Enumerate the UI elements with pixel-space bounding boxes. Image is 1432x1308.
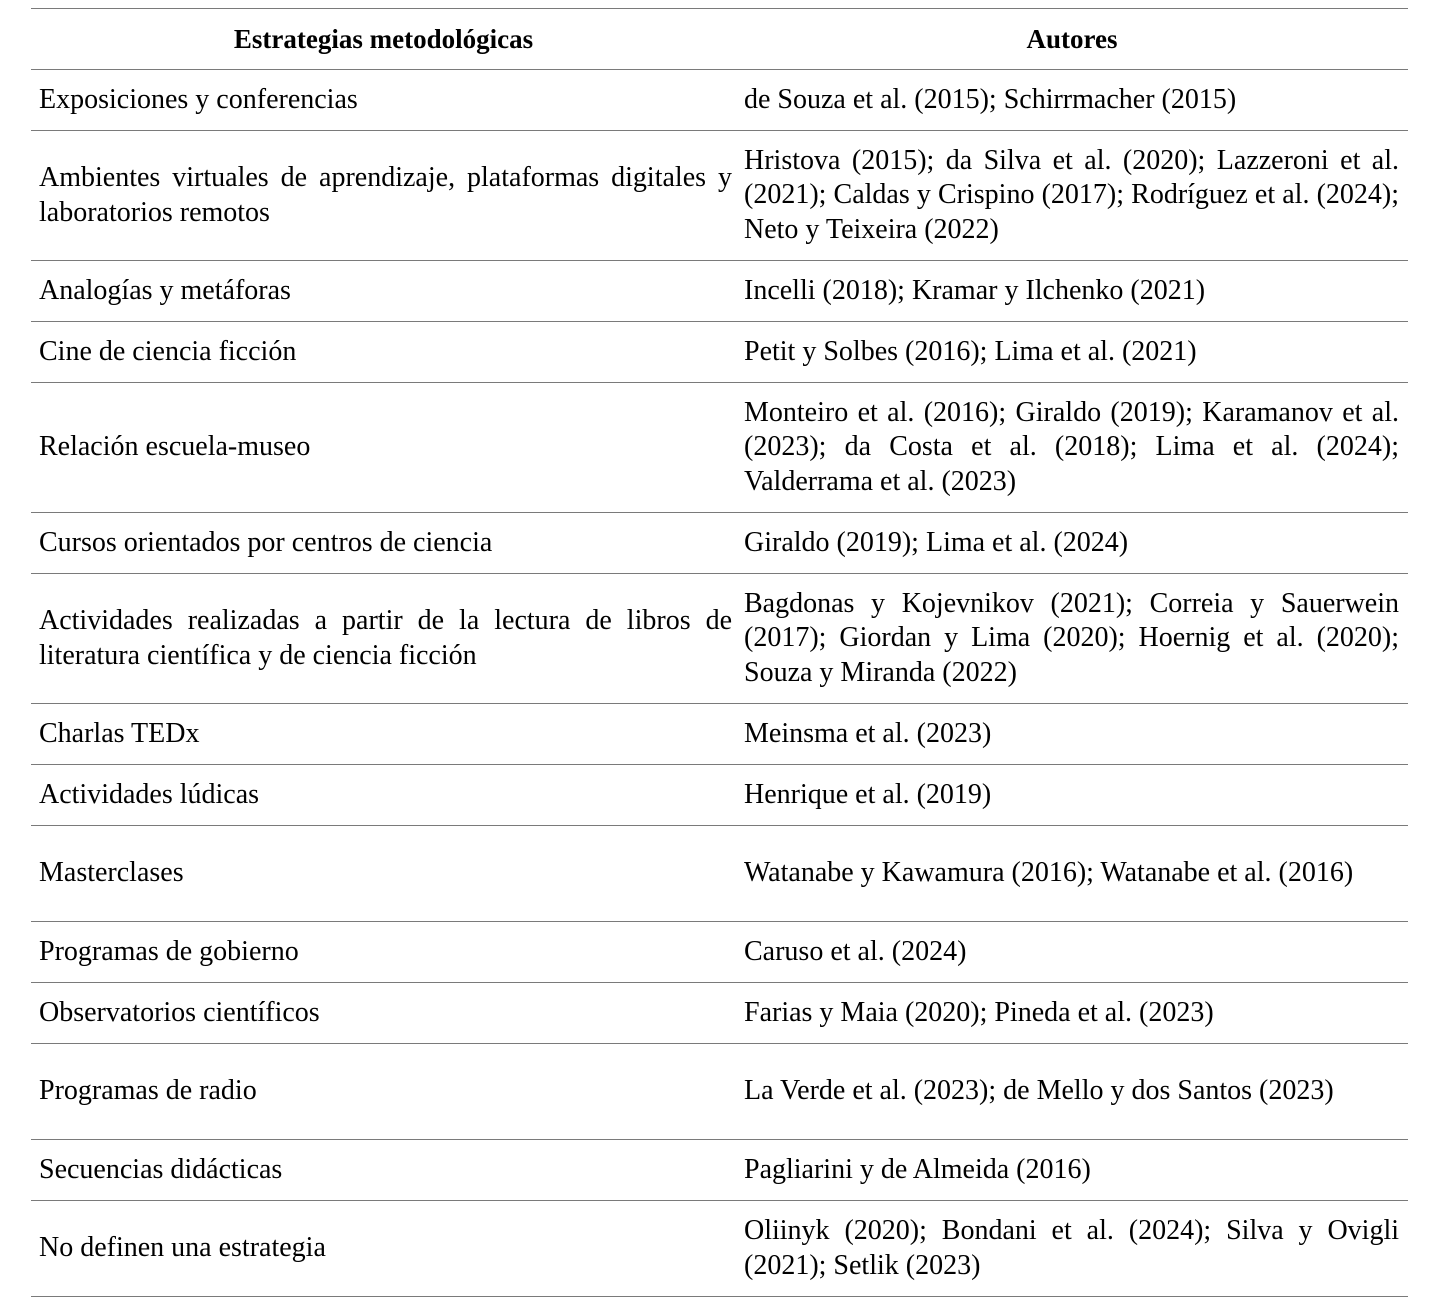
strategy-cell: Ambientes virtuales de aprendizaje, plataformas digitales y laboratorios remotos [31, 131, 736, 261]
authors-cell: Caruso et al. (2024) [736, 922, 1408, 983]
table-row [31, 826, 1408, 922]
table-row [31, 131, 1408, 261]
authors-cell: Oliinyk (2020); Bondani et al. (2024); Silva y Ovigli (2021); Setlik (2023) [736, 1201, 1408, 1297]
authors-cell: Giraldo (2019); Lima et al. (2024) [736, 513, 1408, 574]
strategy-cell: Relación escuela-museo [31, 383, 736, 513]
table-row [31, 70, 1408, 131]
authors-cell: Hristova (2015); da Silva et al. (2020); Lazzeroni et al. (2021); Caldas y Crispino (2017); Rodríguez et al. (2024); Neto y Teixeira (2022) [736, 131, 1408, 261]
table-row [31, 322, 1408, 383]
strategy-cell: Masterclases [31, 826, 736, 922]
table-row [31, 704, 1408, 765]
authors-cell: Henrique et al. (2019) [736, 765, 1408, 826]
authors-cell: Farias y Maia (2020); Pineda et al. (2023) [736, 983, 1408, 1044]
strategy-cell: Programas de radio [31, 1044, 736, 1140]
header-authors: Autores [736, 9, 1408, 70]
strategy-cell: Observatorios científicos [31, 983, 736, 1044]
table-header-row [31, 9, 1408, 70]
table-row [31, 765, 1408, 826]
table-row [31, 1201, 1408, 1297]
table-row [31, 574, 1408, 704]
strategy-cell: Exposiciones y conferencias [31, 70, 736, 131]
authors-cell: Incelli (2018); Kramar y Ilchenko (2021) [736, 261, 1408, 322]
table-row [31, 983, 1408, 1044]
authors-cell: Monteiro et al. (2016); Giraldo (2019); Karamanov et al. (2023); da Costa et al. (2018); Lima et al. (2024); Valderrama et al. (2023) [736, 383, 1408, 513]
authors-cell: Pagliarini y de Almeida (2016) [736, 1140, 1408, 1201]
authors-cell: La Verde et al. (2023); de Mello y dos Santos (2023) [736, 1044, 1408, 1140]
authors-cell: Petit y Solbes (2016); Lima et al. (2021) [736, 322, 1408, 383]
table-row [31, 1044, 1408, 1140]
authors-cell: Watanabe y Kawamura (2016); Watanabe et al. (2016) [736, 826, 1408, 922]
strategy-cell: Programas de gobierno [31, 922, 736, 983]
strategy-cell: Cine de ciencia ficción [31, 322, 736, 383]
strategy-cell: Actividades realizadas a partir de la lectura de libros de literatura científica y de ciencia ficción [31, 574, 736, 704]
strategy-cell: Actividades lúdicas [31, 765, 736, 826]
table-row [31, 383, 1408, 513]
table-row [31, 261, 1408, 322]
strategy-cell: Analogías y metáforas [31, 261, 736, 322]
table-row [31, 922, 1408, 983]
table-row [31, 513, 1408, 574]
authors-cell: Meinsma et al. (2023) [736, 704, 1408, 765]
table-row [31, 1140, 1408, 1201]
strategies-table-container [31, 8, 1408, 1297]
authors-cell: de Souza et al. (2015); Schirrmacher (2015) [736, 70, 1408, 131]
strategy-cell: Cursos orientados por centros de ciencia [31, 513, 736, 574]
strategy-cell: Charlas TEDx [31, 704, 736, 765]
strategy-cell: No definen una estrategia [31, 1201, 736, 1297]
header-strategy: Estrategias metodológicas [31, 9, 736, 70]
strategy-cell: Secuencias didácticas [31, 1140, 736, 1201]
strategies-table [31, 8, 1408, 1297]
authors-cell: Bagdonas y Kojevnikov (2021); Correia y Sauerwein (2017); Giordan y Lima (2020); Hoernig et al. (2020); Souza y Miranda (2022) [736, 574, 1408, 704]
